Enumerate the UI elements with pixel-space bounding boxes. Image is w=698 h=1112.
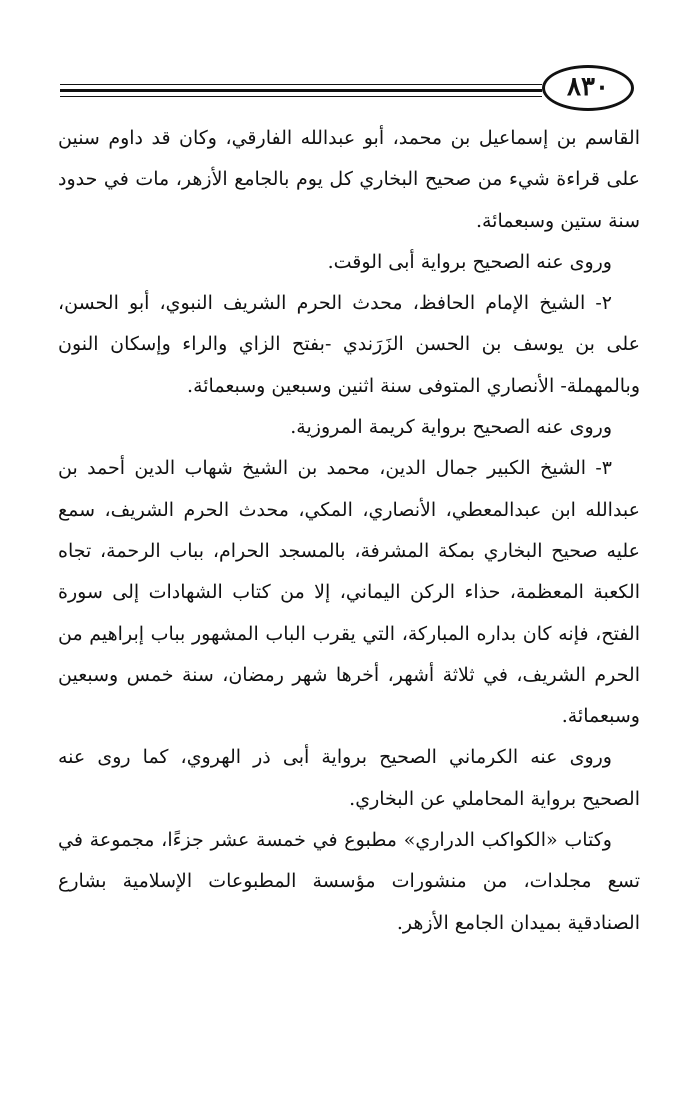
paragraph-6: وروى عنه الكرماني الصحيح برواية أبى ذر الهروي، كما روى عنه الصحيح برواية المحاملي عن البخاري.: [58, 746, 640, 810]
paragraph-2: وروى عنه الصحيح برواية أبى الوقت.: [327, 250, 612, 273]
header-rule-thin-bottom: [60, 96, 542, 97]
paragraph-1: القاسم بن إسماعيل بن محمد، أبو عبدالله الفارقي، وكان قد داوم سنين على قراءة شيء من صحيح البخاري كل يوم بالجامع الأزهر، مات في حدود سنة ستين وسبعمائة.: [58, 127, 640, 232]
paragraph-5: ٣- الشيخ الكبير جمال الدين، محمد بن الشيخ شهاب الدين أحمد بن عبدالله ابن عبدالمعطي، الأنصاري، المكي، محدث الحرم الشريف، سمع عليه صحيح البخاري بمكة المشرفة، بالمسجد الحرام، بباب الرحمة، تجاه الكعبة المعظمة، حذاء الركن اليماني، إلا من كتاب الشهادات إلى سورة الفتح، فإنه كان بداره المباركة، التي يقرب الباب المشهور بباب إبراهيم من الحرم الشريف، في ثلاثة أشهر، أخرها شهر رمضان، سنة خمس وسبعين وسبعمائة.: [58, 457, 640, 728]
paragraph-7: وكتاب «الكواكب الدراري» مطبوع في خمسة عشر جزءًا، مجموعة في تسع مجلدات، من منشورات مؤسسة المطبوعات الإسلامية بشارع الصنادقية بميدان الجامع الأزهر.: [58, 829, 640, 934]
page-number: ٨٣٠: [567, 72, 609, 102]
header-rule-thin-top: [60, 84, 542, 85]
paragraph-4: وروى عنه الصحيح برواية كريمة المروزية.: [290, 416, 612, 439]
body-text: [58, 118, 640, 944]
paragraph-3: ٢- الشيخ الإمام الحافظ، محدث الحرم الشريف النبوي، أبو الحسن، على بن يوسف بن الحسن الزَرَندي -بفتح الزاي والراء وإسكان النون وبالمهملة- الأنصاري المتوفى سنة اثنين وسبعين وسبعمائة.: [58, 292, 640, 397]
page-number-badge: [540, 62, 640, 116]
page-header: [60, 62, 640, 116]
header-rule-thick: [60, 89, 542, 92]
